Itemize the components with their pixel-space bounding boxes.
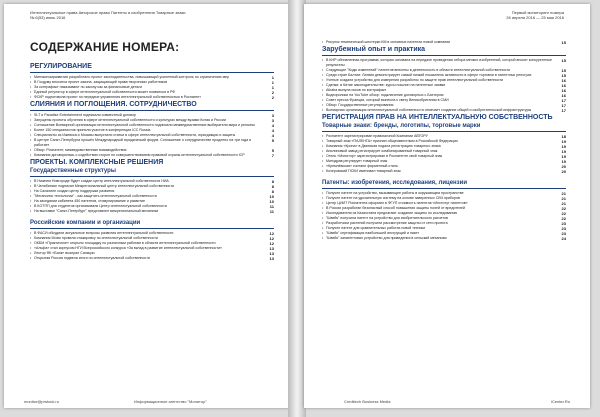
- toc-entry-text: Отель «Монитор» зарегистрирован в Роспатенте свой товарный знак: [326, 154, 443, 158]
- toc-entry-text: «Альфа» стал корпусом НГИ Всероссийского конкурса «За вклад в развитие интеллектуальной собственности»: [34, 246, 222, 250]
- toc-entry-text: За контрафакт наказывают по закону как за финансовые деньги: [34, 85, 142, 89]
- toc-page-number: 3: [271, 113, 274, 118]
- toc-entry-text: Получен патент для сравнительных работах новой техники: [326, 226, 426, 230]
- toc-entry-text: Лектор ФК «Банк» выиграл Санкции: [34, 251, 95, 255]
- toc-entry[interactable]: [322, 40, 566, 45]
- footer-media: Creditech Business Media: [344, 399, 391, 404]
- left-page-header: [30, 10, 185, 20]
- toc-entry-text: На выставке "Санкт-Петербург" представлен межрегиональный механизм: [34, 209, 158, 213]
- toc-entry-text: Анилиновый завод регистрирует комбинированный товарный знак: [326, 149, 438, 153]
- section-divider: [322, 188, 566, 189]
- right-page: [304, 4, 590, 408]
- toc-page-number: 11: [269, 204, 274, 209]
- toc-entry-text: Исследователи из Казахстана предлагают создание защиты по исследованию: [326, 211, 458, 215]
- toc-entry-text: ОКБМ «Практичное» открыло площадку по различным работам в области интеллектуальной собственности: [34, 241, 216, 245]
- left-contents-column: [30, 62, 274, 261]
- section-divider: [30, 176, 274, 177]
- toc-entry-text: Открытая Россия подвела итоги по интеллектуальной собственности: [34, 256, 150, 260]
- section-subtitle: Товарные знаки: бренды, логотипы, торговые марки: [322, 123, 481, 129]
- header-subtitle: Первый мониторинг номера: [511, 10, 564, 15]
- toc-entry[interactable]: [30, 256, 274, 261]
- toc-page-number: 15: [561, 40, 566, 45]
- toc-page-number: 1: [271, 80, 274, 85]
- toc-page-number: 12: [269, 241, 274, 246]
- toc-section: [30, 100, 274, 158]
- toc-entry-text: Центр ЦИИТ Роспатента оформил в ФГУП стоимость патентов «Институт патентов»: [326, 201, 468, 205]
- toc-entry-text: Совет пресса Франции, который вынесла к свету Великобритании в СМИ: [326, 98, 449, 102]
- toc-entry-text: Компания Моэм провела стажировку по интеллектуальной собственности: [34, 236, 158, 240]
- toc-page-number: 17: [561, 108, 566, 113]
- toc-page-number: 19: [561, 144, 566, 149]
- issue-number: № 6(53) июнь 2016: [30, 15, 66, 20]
- toc-page-number: 22: [561, 206, 566, 211]
- toc-page-number: 16: [561, 88, 566, 93]
- toc-page-number: 15: [561, 68, 566, 73]
- toc-page-number: 5: [271, 148, 274, 153]
- toc-entry-text: Соглашение Всемирной организации интеллектуальной собственности подписали межведомственные выбиратели мира и регионы: [34, 123, 255, 127]
- toc-entry-text: Запущены проекты обучения в сфере интеллектуальной собственности и культурах между вузами Китая и России: [34, 118, 226, 122]
- toc-page-number: 8: [271, 184, 274, 189]
- toc-entry[interactable]: [322, 108, 566, 113]
- toc-entry-text: SLT и Paradise Entertainment подписали совместный договор: [34, 113, 137, 117]
- toc-entry-text: "Швейк" получила патент на устройство для изобретательского расчетов: [326, 216, 448, 220]
- toc-entry-text: Среди стран Балтии: Латвия демонстрирует самый низкий показатель активности в сфере торговли в патентных реестрах: [326, 73, 532, 77]
- section-title: ПРОЕКТЫ. КОМПЛЕКСНЫЕ РЕШЕНИЯ: [30, 159, 164, 166]
- toc-entry-text: Роспатент зарегистрирован правомочной Компании АВТОРУ: [326, 134, 428, 138]
- toc-entry[interactable]: [322, 169, 566, 174]
- toc-entry-text: Обзор: Роспатент, межведомственные взаимодействия: [34, 148, 127, 152]
- toc-page-number: 8: [271, 179, 274, 184]
- header-title: Интеллектуальные права Авторское право Патенты и изобретения Товарные знаки: [30, 10, 186, 15]
- toc-page-number: 17: [561, 103, 566, 108]
- toc-entry-text: В КНР обновленная программа, которая основана на передаче проведения отбора мелких изобретений, которой вносят конкурентные результаты: [326, 58, 552, 67]
- toc-entry-text: «Кремлёвская» считают фирменный стиль: [326, 164, 398, 168]
- toc-entry-text: "Швейк" сертификация наибольшей инструкций и пакет: [326, 231, 420, 235]
- footer-site[interactable]: iCenter.Ru: [551, 399, 570, 404]
- toc-page-number: 21: [561, 196, 566, 201]
- toc-page-number: 20: [561, 164, 566, 169]
- toc-page-number: 4: [271, 128, 274, 133]
- toc-entry-text: Всемирная организация интеллектуальной собственности отмечает создание общей и изобретательской инфраструктуры: [326, 108, 532, 112]
- toc-section: [322, 179, 566, 241]
- toc-entry[interactable]: [30, 95, 274, 100]
- toc-entry-text: Получен патент на устройство, вызывающее работы в окружающем пространстве: [326, 191, 464, 195]
- toc-entry-text: В КОТПП для студентов организовали Центр интеллектуальной собственности: [34, 204, 167, 208]
- toc-page-number: 12: [269, 236, 274, 241]
- toc-page-number: 3: [271, 118, 274, 123]
- toc-entry-text: В центре Санкт-Петербурга прошёл Международный юридический форум. Соглашение о сотрудничестве продлено на три года и работает: [34, 138, 252, 147]
- toc-page-number: 5: [271, 138, 274, 143]
- toc-page-number: 12: [269, 231, 274, 236]
- toc-page-number: 22: [561, 211, 566, 216]
- toc-page-number: 10: [269, 199, 274, 204]
- toc-entry-text: Компания договорилась о содействии сторон по совершенствованию правовой охраны интеллектуальной собственности ICP: [34, 153, 245, 157]
- section-subtitle: Патенты: изобретения, исследования, лицензии: [322, 180, 468, 186]
- toc-entry-text: Минздрав регулирует товарный знак: [326, 159, 388, 163]
- toc-entry-text: Сделки: в Китае законодательстве: курсы пошлин на патентные заявки: [326, 83, 446, 87]
- toc-entry-text: Более 150 специалистов приняли участие в конференции ICC Russia: [34, 128, 151, 132]
- section-subtitle: Российские компании и организации: [30, 220, 141, 226]
- toc-entry-text: Кочеровский ПСКИ именовал товарный знак: [326, 169, 401, 173]
- right-contents-column: [322, 40, 566, 241]
- toc-page-number: 15: [561, 73, 566, 78]
- toc-entry-text: "Мегаполис технологии" - как защитить интеллектуальной собственности: [34, 194, 157, 198]
- toc-page-number: 13: [269, 251, 274, 256]
- section-title: Зарубежный опыт и практика: [322, 46, 426, 53]
- toc-entry-text: На Сахалине создан центр поддержки развития: [34, 189, 115, 193]
- toc-section: [322, 45, 566, 113]
- toc-page-number: 21: [561, 191, 566, 196]
- toc-page-number: 22: [561, 216, 566, 221]
- toc-entry-text: На заседании кабинета 450 патентов, стимулирование и развитие: [34, 199, 146, 203]
- toc-entry-text: Обзор: Государственные регулирования: [326, 103, 394, 107]
- toc-page-number: 18: [561, 134, 566, 139]
- toc-section: [322, 113, 566, 174]
- toc-page-number: 19: [561, 149, 566, 154]
- left-page: [4, 4, 290, 408]
- toc-section: [322, 40, 566, 45]
- toc-page-number: 21: [561, 201, 566, 206]
- toc-page-number: 2: [271, 95, 274, 100]
- toc-entry-text: "Швейк" запатентовал устройство для приведения в сельский механизм: [326, 236, 447, 240]
- toc-page-number: 4: [271, 123, 274, 128]
- section-divider: [30, 228, 274, 229]
- toc-page-number: 13: [269, 256, 274, 261]
- toc-page-number: 13: [269, 246, 274, 251]
- toc-page-number: 23: [561, 226, 566, 231]
- toc-page-number: 17: [561, 98, 566, 103]
- toc-entry-text: В Нижнем Новгороде будет создан центр интеллектуальной собственности НИА: [34, 179, 169, 183]
- toc-entry-text: Разработчики растений получили рассмотрение защиты от сети проекта: [326, 221, 448, 225]
- toc-section: [30, 158, 274, 214]
- toc-page-number: 23: [561, 221, 566, 226]
- toc-page-number: 19: [561, 154, 566, 159]
- footer-email[interactable]: monitor@prstock.ru: [24, 399, 59, 404]
- toc-section: [30, 219, 274, 261]
- toc-page-number: 16: [561, 93, 566, 98]
- toc-page-number: 24: [561, 236, 566, 241]
- toc-entry[interactable]: [322, 58, 566, 68]
- toc-page-number: 2: [271, 90, 274, 95]
- section-divider: [30, 72, 274, 73]
- toc-page-number: 20: [561, 169, 566, 174]
- toc-entry-text: Товарный знак «ПАЛЕНГА» признан общеизвестным в Российской Федерации: [326, 139, 458, 143]
- toc-page-number: 19: [561, 139, 566, 144]
- toc-entry[interactable]: [322, 236, 566, 241]
- toc-entry-text: Компания «Крона» в Двинская подала регистрацию товарного знака: [326, 144, 441, 148]
- toc-entry-text: В Госдуму вносится проект закона, защищающий права творческих работников: [34, 80, 168, 84]
- section-title: РЕГИСТРАЦИЯ ПРАВ НА ИНТЕЛЛЕКТУАЛЬНУЮ СОБСТВЕННОСТЬ: [322, 114, 553, 121]
- date-range: 26 апреля 2016 — 25 мая 2016: [506, 15, 564, 20]
- toc-entry-text: Рисунок тематической шестерки КМ в основных патентах новой компании: [326, 40, 451, 44]
- footer-publisher: Информационное агентство "Монитор": [134, 399, 207, 404]
- toc-entry-text: Видеоролики на YouTube обзор: подключение договорных с Бахтером: [326, 93, 444, 97]
- section-divider: [322, 131, 566, 132]
- toc-page-number: 7: [271, 153, 274, 158]
- toc-entry-text: В Челябинске подписан Межрегиональный центр интеллектуальной собственности: [34, 184, 175, 188]
- toc-entry-text: В России разработан безопасный способ повышения защиты полей от вредителей: [326, 206, 466, 210]
- toc-entry-text: Следующие "Коды изменений" патентов внесены в деятельность в области интеллектуальной собственности: [326, 68, 511, 72]
- toc-entry-text: Единый регулятор в сфере интеллектуальной собственности может появиться в РФ: [34, 90, 176, 94]
- section-title: СЛИЯНИЯ И ПОГЛОЩЕНИЯ. СОТРУДНИЧЕСТВО: [30, 101, 197, 108]
- toc-page-number: 1: [271, 85, 274, 90]
- page-title: СОДЕРЖАНИЕ НОМЕРА:: [30, 40, 180, 54]
- section-subtitle: Государственные структуры: [30, 168, 116, 174]
- toc-entry-text: Ученые создали устройство для измерения разработок по защите прав интеллектуальной собственности: [326, 78, 504, 82]
- toc-entry-text: Получен патент на удочательную систему на основе заверенных СВЧ приборов: [326, 196, 460, 200]
- toc-page-number: 16: [561, 83, 566, 88]
- section-divider: [322, 55, 566, 56]
- toc-entry-text: Минэкономразвития разработало проект законодательства, повышающий усиленный контроль по ограничению мер: [34, 75, 230, 79]
- toc-entry-text: ФСКР подготовила проект по передаче управления интеллектуальной собственностью в Роспатент: [34, 95, 201, 99]
- toc-entry[interactable]: [30, 209, 274, 214]
- toc-page-number: 16: [561, 78, 566, 83]
- right-page-header: [506, 10, 564, 20]
- toc-page-number: 11: [269, 209, 274, 214]
- toc-entry[interactable]: [30, 138, 274, 148]
- toc-entry-text: В ФАСИ обсудили актуальные вопросы развития интеллектуальной собственности: [34, 231, 174, 235]
- section-divider: [30, 110, 274, 111]
- toc-page-number: 1: [271, 75, 274, 80]
- toc-entry-text: Aibaba вынула исков по контрафакт: [326, 88, 387, 92]
- toc-entry-text: Специалисты из Ижевска и Москвы выпустили статьи в сфере интеллектуальной собственности, юрисдикции и защиты: [34, 133, 236, 137]
- toc-page-number: 10: [269, 194, 274, 199]
- toc-entry[interactable]: [30, 153, 274, 158]
- toc-page-number: 19: [561, 159, 566, 164]
- toc-page-number: 8: [271, 189, 274, 194]
- toc-section: [30, 62, 274, 100]
- toc-page-number: 4: [271, 133, 274, 138]
- section-title: РЕГУЛИРОВАНИЕ: [30, 63, 92, 70]
- toc-page-number: 23: [561, 231, 566, 236]
- toc-page-number: 15: [561, 58, 566, 63]
